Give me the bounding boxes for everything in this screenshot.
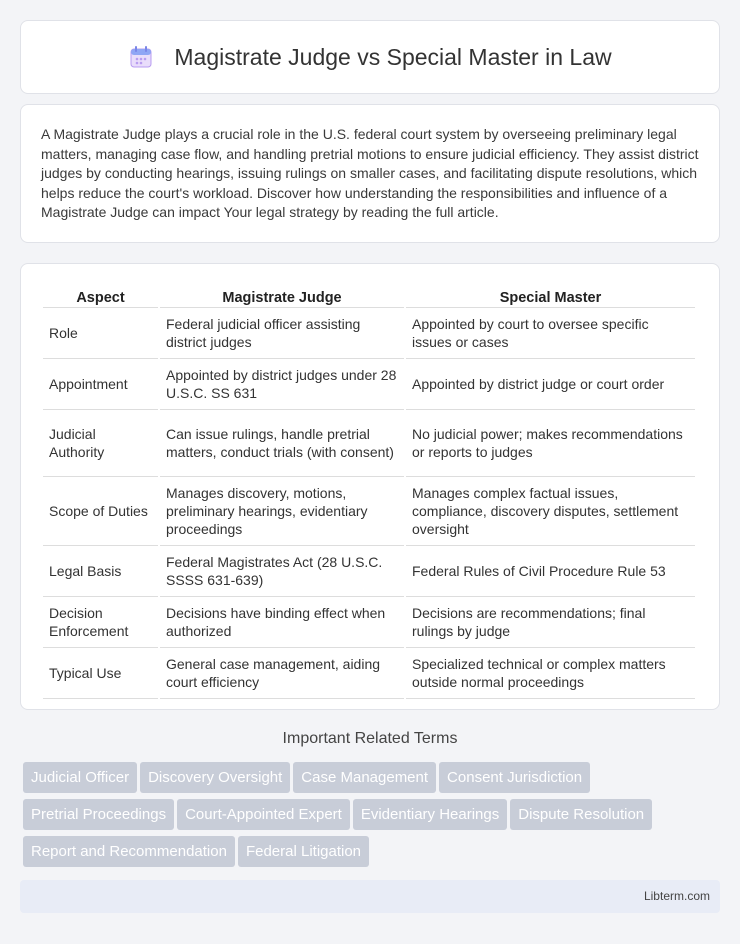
aspect-cell: Typical Use [43, 648, 158, 699]
table-row [43, 477, 695, 546]
special-master-cell: Federal Rules of Civil Procedure Rule 53 [406, 546, 695, 597]
special-master-cell: Decisions are recommendations; final rulings by judge [406, 597, 695, 648]
special-master-cell: No judicial power; makes recommendations or reports to judges [406, 410, 695, 477]
related-terms-list [23, 762, 723, 873]
magistrate-judge-cell: Decisions have binding effect when authorized [160, 597, 404, 648]
page-title: Magistrate Judge vs Special Master in Law [174, 43, 612, 70]
related-term-tag[interactable]: Judicial Officer [23, 762, 137, 793]
aspect-cell: Appointment [43, 359, 158, 410]
calendar-icon [128, 44, 154, 70]
related-term-tag[interactable]: Pretrial Proceedings [23, 799, 174, 830]
magistrate-judge-cell: General case management, aiding court efficiency [160, 648, 404, 699]
intro-card [20, 104, 720, 243]
header-magistrate-judge: Magistrate Judge [160, 284, 404, 308]
related-term-tag[interactable]: Consent Jurisdiction [439, 762, 590, 793]
title-card [20, 20, 720, 94]
aspect-cell: Legal Basis [43, 546, 158, 597]
table-row [43, 546, 695, 597]
table-row [43, 308, 695, 359]
special-master-cell: Specialized technical or complex matters outside normal proceedings [406, 648, 695, 699]
aspect-cell: Scope of Duties [43, 477, 158, 546]
comparison-card [20, 263, 720, 710]
related-term-tag[interactable]: Dispute Resolution [510, 799, 652, 830]
related-term-tag[interactable]: Discovery Oversight [140, 762, 290, 793]
related-term-tag[interactable]: Report and Recommendation [23, 836, 235, 867]
magistrate-judge-cell: Manages discovery, motions, preliminary hearings, evidentiary proceedings [160, 477, 404, 546]
special-master-cell: Appointed by court to oversee specific issues or cases [406, 308, 695, 359]
related-term-tag[interactable]: Court-Appointed Expert [177, 799, 350, 830]
magistrate-judge-cell: Can issue rulings, handle pretrial matters, conduct trials (with consent) [160, 410, 404, 477]
intro-text: A Magistrate Judge plays a crucial role in the U.S. federal court system by overseeing preliminary legal matters, managing case flow, and handling pretrial motions to ensure judicial efficiency. They assist district judges by conducting hearings, issuing rulings on smaller cases, and facilitating dispute resolutions, which helps reduce the court's workload. Discover how understanding the responsibilities and influence of a Magistrate Judge can impact Your legal strategy by reading the full article. [41, 126, 699, 221]
magistrate-judge-cell: Appointed by district judges under 28 U.S.C. SS 631 [160, 359, 404, 410]
aspect-cell: Judicial Authority [43, 410, 158, 477]
table-row [43, 597, 695, 648]
special-master-cell: Manages complex factual issues, compliance, discovery disputes, settlement oversight [406, 477, 695, 546]
footer [20, 880, 720, 913]
table-row [43, 410, 695, 477]
aspect-cell: Role [43, 308, 158, 359]
table-row [43, 359, 695, 410]
table-row [43, 648, 695, 699]
special-master-cell: Appointed by district judge or court order [406, 359, 695, 410]
related-term-tag[interactable]: Federal Litigation [238, 836, 369, 867]
header-aspect: Aspect [43, 284, 158, 308]
magistrate-judge-cell: Federal judicial officer assisting district judges [160, 308, 404, 359]
table-header-row [43, 284, 695, 308]
comparison-table [41, 284, 697, 699]
header-special-master: Special Master [406, 284, 695, 308]
related-terms-title: Important Related Terms [282, 730, 458, 747]
related-term-tag[interactable]: Evidentiary Hearings [353, 799, 507, 830]
magistrate-judge-cell: Federal Magistrates Act (28 U.S.C. SSSS 631-639) [160, 546, 404, 597]
footer-brand[interactable]: Libterm.com [643, 889, 710, 903]
aspect-cell: Decision Enforcement [43, 597, 158, 648]
related-term-tag[interactable]: Case Management [293, 762, 436, 793]
